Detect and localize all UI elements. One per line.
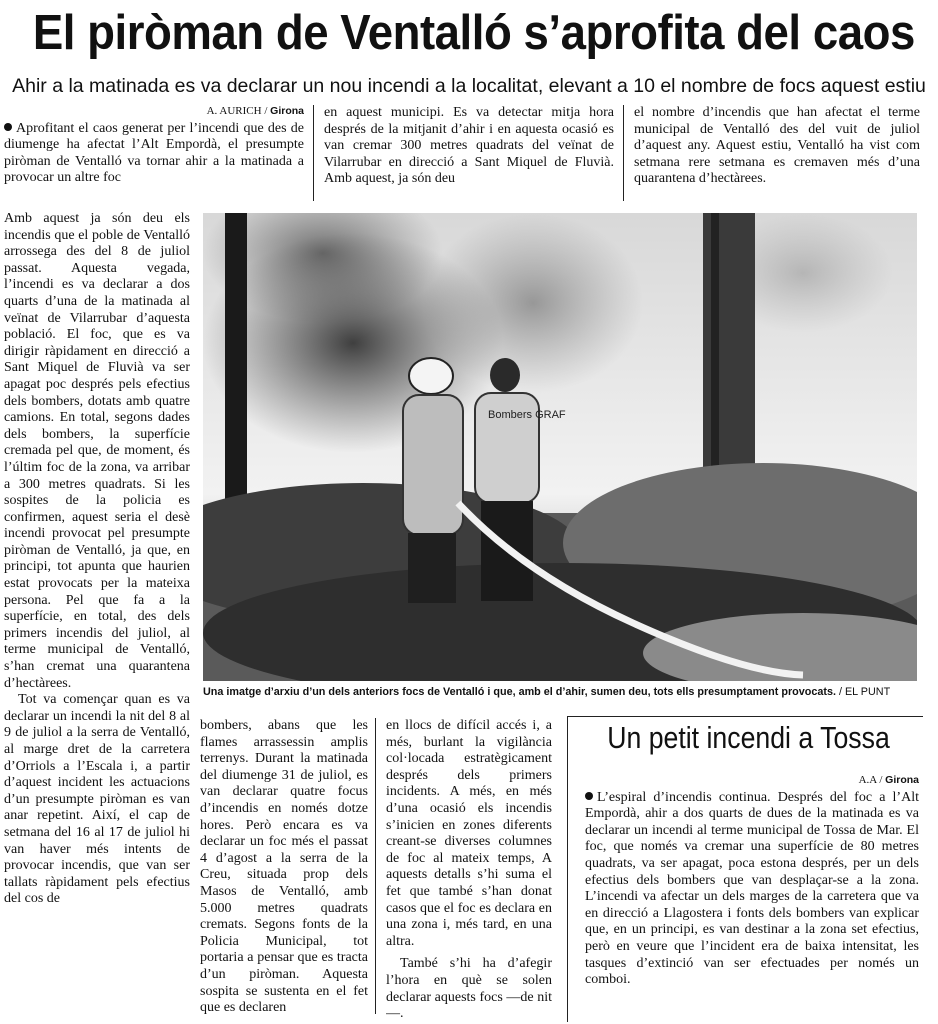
byline: A. AURICH / Girona [206,105,304,117]
lead-paragraph-2: en aquest municipi. Es va detectar mitja hora després de la mitjanit d’ahir i en aquesta ocasió es van cremar 300 metres quadrats del veïnat de Vilarrubar en direcció a Sant Miquel de Fluvià. Amb aquest, ja són deu [324,105,614,187]
headline: El piròman de Ventalló s’aprofita del caos [32,6,915,60]
sidebar-paragraph: L’espiral d’incendis continua. Després del foc a l’Alt Empordà, ahir a dos quarts de dues de la matinada es va declarar un incendi al terme municipal de Tossa de Mar. El foc, que només va cremar una superfície de 80 metres quadrats, va ser apagat, poca estona després, per un dels efectius dels bombers que van desplaçar-se a la zona. L’incendi va afectar un dels marges de la carretera que va en direcció a Llagostera i fonts dels bombers van explicar que, en un principi, es van destinar a la zona set efectius, però en veure que l’incident era de baixa intensitat, les tasques d’extinció van ser efectuades per només un comboi. [585,789,919,988]
photo-caption [203,686,923,698]
byline-author: A. AURICH [206,105,262,117]
body-paragraph: bombers, abans que les flames arrassessin amplis terrenys. Durant la matinada del diumenge 31 de juliol, es van declarar quatre focus d’incendis en només dotze hores. Però encara es va declarar un foc més el passat 4 d’agost a la serra de la Creu, situada prop dels Masos de Ventalló, amb 5.000 metres quadrats cremats. Segons fonts de la Policia Municipal, tot portaria a pensar que es tracta d’un piròman. Aquesta sospita se sustenta en el fet que es declaren [200,718,368,1016]
body-column-c [386,718,552,1024]
lead-column-1 [4,103,304,213]
sidebar-article [585,772,919,1024]
body-column-a [4,211,190,1024]
firefighters-illustration [203,213,917,681]
sidebar-title: Un petit incendi a Tossa [607,720,890,755]
caption-text: Una imatge d’arxiu d’un dels anteriors focs de Ventalló i que, amb el d’ahir, sumen deu, tots ells presumptament provocats. [203,686,836,698]
body-paragraph: Amb aquest ja són deu els incendis que el poble de Ventalló arrossega des del 8 de juliol passat. Aquesta vegada, l’incendi es va declarar a dos quarts d’una de la matinada al veïnat de Vilarrubar d’aquesta població. El foc, que es va dirigir ràpidament en direcció a Sant Miquel de Fluvià va ser apagat poc després pels efectius dels bombers, dotats amb quatre camions. En total, segons dades dels bombers, la superfície cremada pel que, de moment, és l’últim foc de la zona, va arribar a 300 metres quadrats. Si les sospites de la policia es confirmen, aquest seria el desè incendi provocat pel presumpte piròman de Ventalló, ja que, en principi, tot apunta que haurien estat provocats per la mateixa persona. Pel que fa a la superfície, en total, des dels primers incendis del juliol, al terme municipal de Ventalló, s’han cremat una quarantena d’hectàrees. [4,211,190,691]
column-divider [623,105,624,201]
body-paragraph: També s’hi ha d’afegir l’hora en què se solen declarar aquests focs —de nit—. [386,956,552,1022]
lead-column-3 [634,105,920,210]
column-divider [375,718,376,1014]
lead-column-2 [324,105,614,210]
byline-place: Girona [270,105,304,117]
body-column-b [200,718,368,1024]
fire-photo [203,213,917,681]
bullet-icon [4,123,12,131]
lead-paragraph-1: Aprofitant el caos generat per l’incendi que des de diumenge ha afectat l’Alt Empordà, el presumpte piròman de Ventalló va tornar ahir a la matinada a provocar un altre foc [4,120,304,186]
column-divider [313,105,314,201]
lead-paragraph-3: el nombre d’incendis que han afectat el terme municipal de Ventalló des del vuit de juliol d’aquest any. Aquest estiu, Ventalló ha vist com setmana rere setmana es cremaven més d’una quarantena d’hectàrees. [634,105,920,187]
bullet-icon [585,792,593,800]
deck: Ahir a la matinada es va declarar un nou incendi a la localitat, elevant a 10 el nombre de focs aquest estiu [12,75,926,97]
sidebar-byline: A.A / Girona [858,774,919,786]
caption-credit: / EL PUNT [835,686,891,698]
jacket-text: Bombers GRAF [488,409,566,421]
sidebar-border [567,716,568,1022]
body-paragraph: Tot va començar quan es va declarar un incendi la nit del 8 al 9 de juliol a la serra de Ventalló, al marge dret de la carretera d’Orriols a l’Escala i, a partir d’aquest incident les actuacions d’un presumpte piròman es van anar repetint. Així, el cap de setmana del 16 al 17 de juliol hi van haver més intents de provocar incendis, que van ser tallats ràpidament pels efectius del cos de [4,692,190,907]
body-paragraph: en llocs de difícil accés i, a més, burlant la vigilància col·locada estratègicament després dels primers incidents. A més, en més d’una ocasió els incendis s’inicien en zones diferents creant-se diverses columnes de foc al mateix temps, A aquests detalls s’hi suma el fet que també s’han donat casos que el foc es declara en una zona i, més tard, en una altra. [386,718,552,949]
